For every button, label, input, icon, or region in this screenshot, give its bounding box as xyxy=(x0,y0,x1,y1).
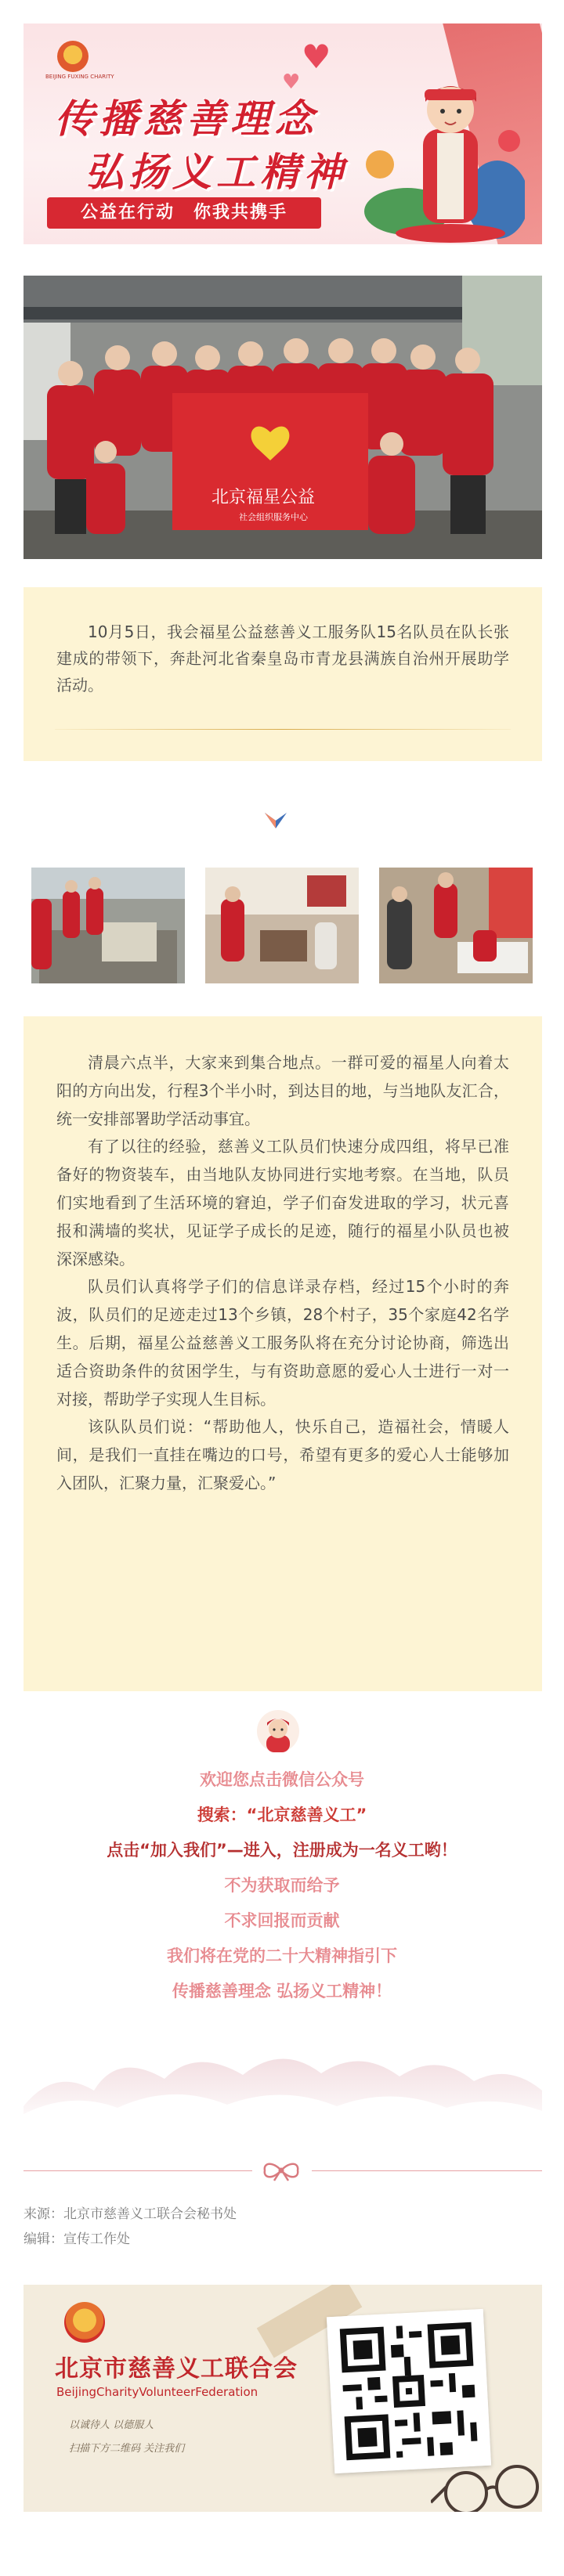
cta-line-7: 传播慈善理念 弘扬义工精神！ xyxy=(172,1982,392,2001)
chevron-down-icon xyxy=(260,805,291,836)
header-banner xyxy=(24,23,542,244)
group-photo xyxy=(24,276,542,559)
charity-logo xyxy=(45,41,114,80)
cta-line-5: 不求回报而贡献 xyxy=(224,1911,340,1930)
banner-title-line1: 传播慈善理念 xyxy=(55,96,318,142)
section-divider-left xyxy=(24,2170,252,2171)
activity-photo-2 xyxy=(205,868,359,983)
cta-line-1: 欢迎您点击微信公众号 xyxy=(200,1770,364,1789)
glasses-icon xyxy=(431,2455,542,2512)
flag-title: 北京福星公益 xyxy=(212,488,316,507)
intro-divider xyxy=(55,729,511,730)
editor-credit: 编辑：宣传工作处 xyxy=(24,2231,130,2247)
story-paragraph: 清晨六点半，大家来到集合地点。一群可爱的福星人向着太阳的方向出发，行程3个半小时，到达目的地，与当地队友汇合，统一安排部署助学活动事宜。 xyxy=(56,1053,509,1128)
qr-code-icon xyxy=(327,2309,491,2473)
cta-line-6: 我们将在党的二十大精神指引下 xyxy=(167,1946,397,1965)
section-divider-right xyxy=(312,2170,542,2171)
heart-icon: ♥ xyxy=(302,38,331,76)
federation-name: 北京市慈善义工联合会 xyxy=(55,2355,298,2383)
sunflower-logo-icon xyxy=(57,41,89,72)
source-credit: 来源：北京市慈善义工联合会秘书处 xyxy=(24,2206,237,2222)
activity-photo-3 xyxy=(379,868,533,983)
logo-caption: BEIJING FUXING CHARITY xyxy=(45,74,114,80)
cloud-decoration xyxy=(24,2036,542,2130)
intro-paragraph: 10月5日，我会福星公益慈善义工服务队15名队员在队长张建成的带领下，奔赴河北省秦皇岛市青龙县满族自治州开展助学活动。 xyxy=(56,622,509,695)
flag-subtitle: 社会组织服务中心 xyxy=(239,512,308,522)
footer-motto-1: 以诚待人 以德服人 xyxy=(69,2419,154,2431)
story-box xyxy=(24,1016,542,1691)
activity-photo-1 xyxy=(31,868,185,983)
intro-box xyxy=(24,587,542,761)
footer-motto-2: 扫描下方二维码 关注我们 xyxy=(69,2443,185,2455)
story-paragraph: 该队队员们说：“帮助他人，快乐自己，造福社会，情暖人间，是我们一直挂在嘴边的口号，希望有更多的爱心人士能够加入团队，汇聚力量，汇聚爱心。” xyxy=(56,1417,509,1492)
cta-line-4: 不为获取而给予 xyxy=(224,1876,340,1895)
heart-icon-small: ♥ xyxy=(282,70,301,94)
cta-line-2: 搜索：“北京慈善义工” xyxy=(197,1806,367,1824)
story-paragraph: 有了以往的经验，慈善义工队员们快速分成四组，将早已准备好的物资装车，由当地队友协同进行实地考察。在当地，队员们实地看到了生活环境的窘迫，学子们奋发进取的学习，状元喜报和满墙的奖状，见证学子成长的足迹，随行的福星小队员也被深深感染。 xyxy=(56,1137,509,1268)
cta-line-3: 点击“加入我们”—进入，注册成为一名义工哟！ xyxy=(107,1841,457,1860)
federation-name-en: BeijingCharityVolunteerFederation xyxy=(56,2385,258,2399)
banner-title-line2: 弘扬义工精神 xyxy=(85,150,348,195)
volunteer-avatar-icon xyxy=(255,1708,301,1754)
qr-code[interactable] xyxy=(327,2309,491,2473)
story-paragraph: 队员们认真将学子们的信息详录存档，经过15个小时的奔波，队员们的足迹走过13个乡镇，28个村子，35个家庭42名学生。后期，福星公益慈善义工服务队将在充分讨论协商，筛选出适合资助条件的贫困学生，与有资助意愿的爱心人士进行一对一对接，帮助学子实现人生目标。 xyxy=(56,1277,509,1409)
volunteer-illustration xyxy=(360,55,525,243)
federation-logo-icon xyxy=(64,2302,105,2343)
federation-card xyxy=(24,2285,542,2512)
banner-slogan: 公益在行动 你我共携手 xyxy=(47,197,321,229)
bow-icon xyxy=(258,2159,304,2181)
